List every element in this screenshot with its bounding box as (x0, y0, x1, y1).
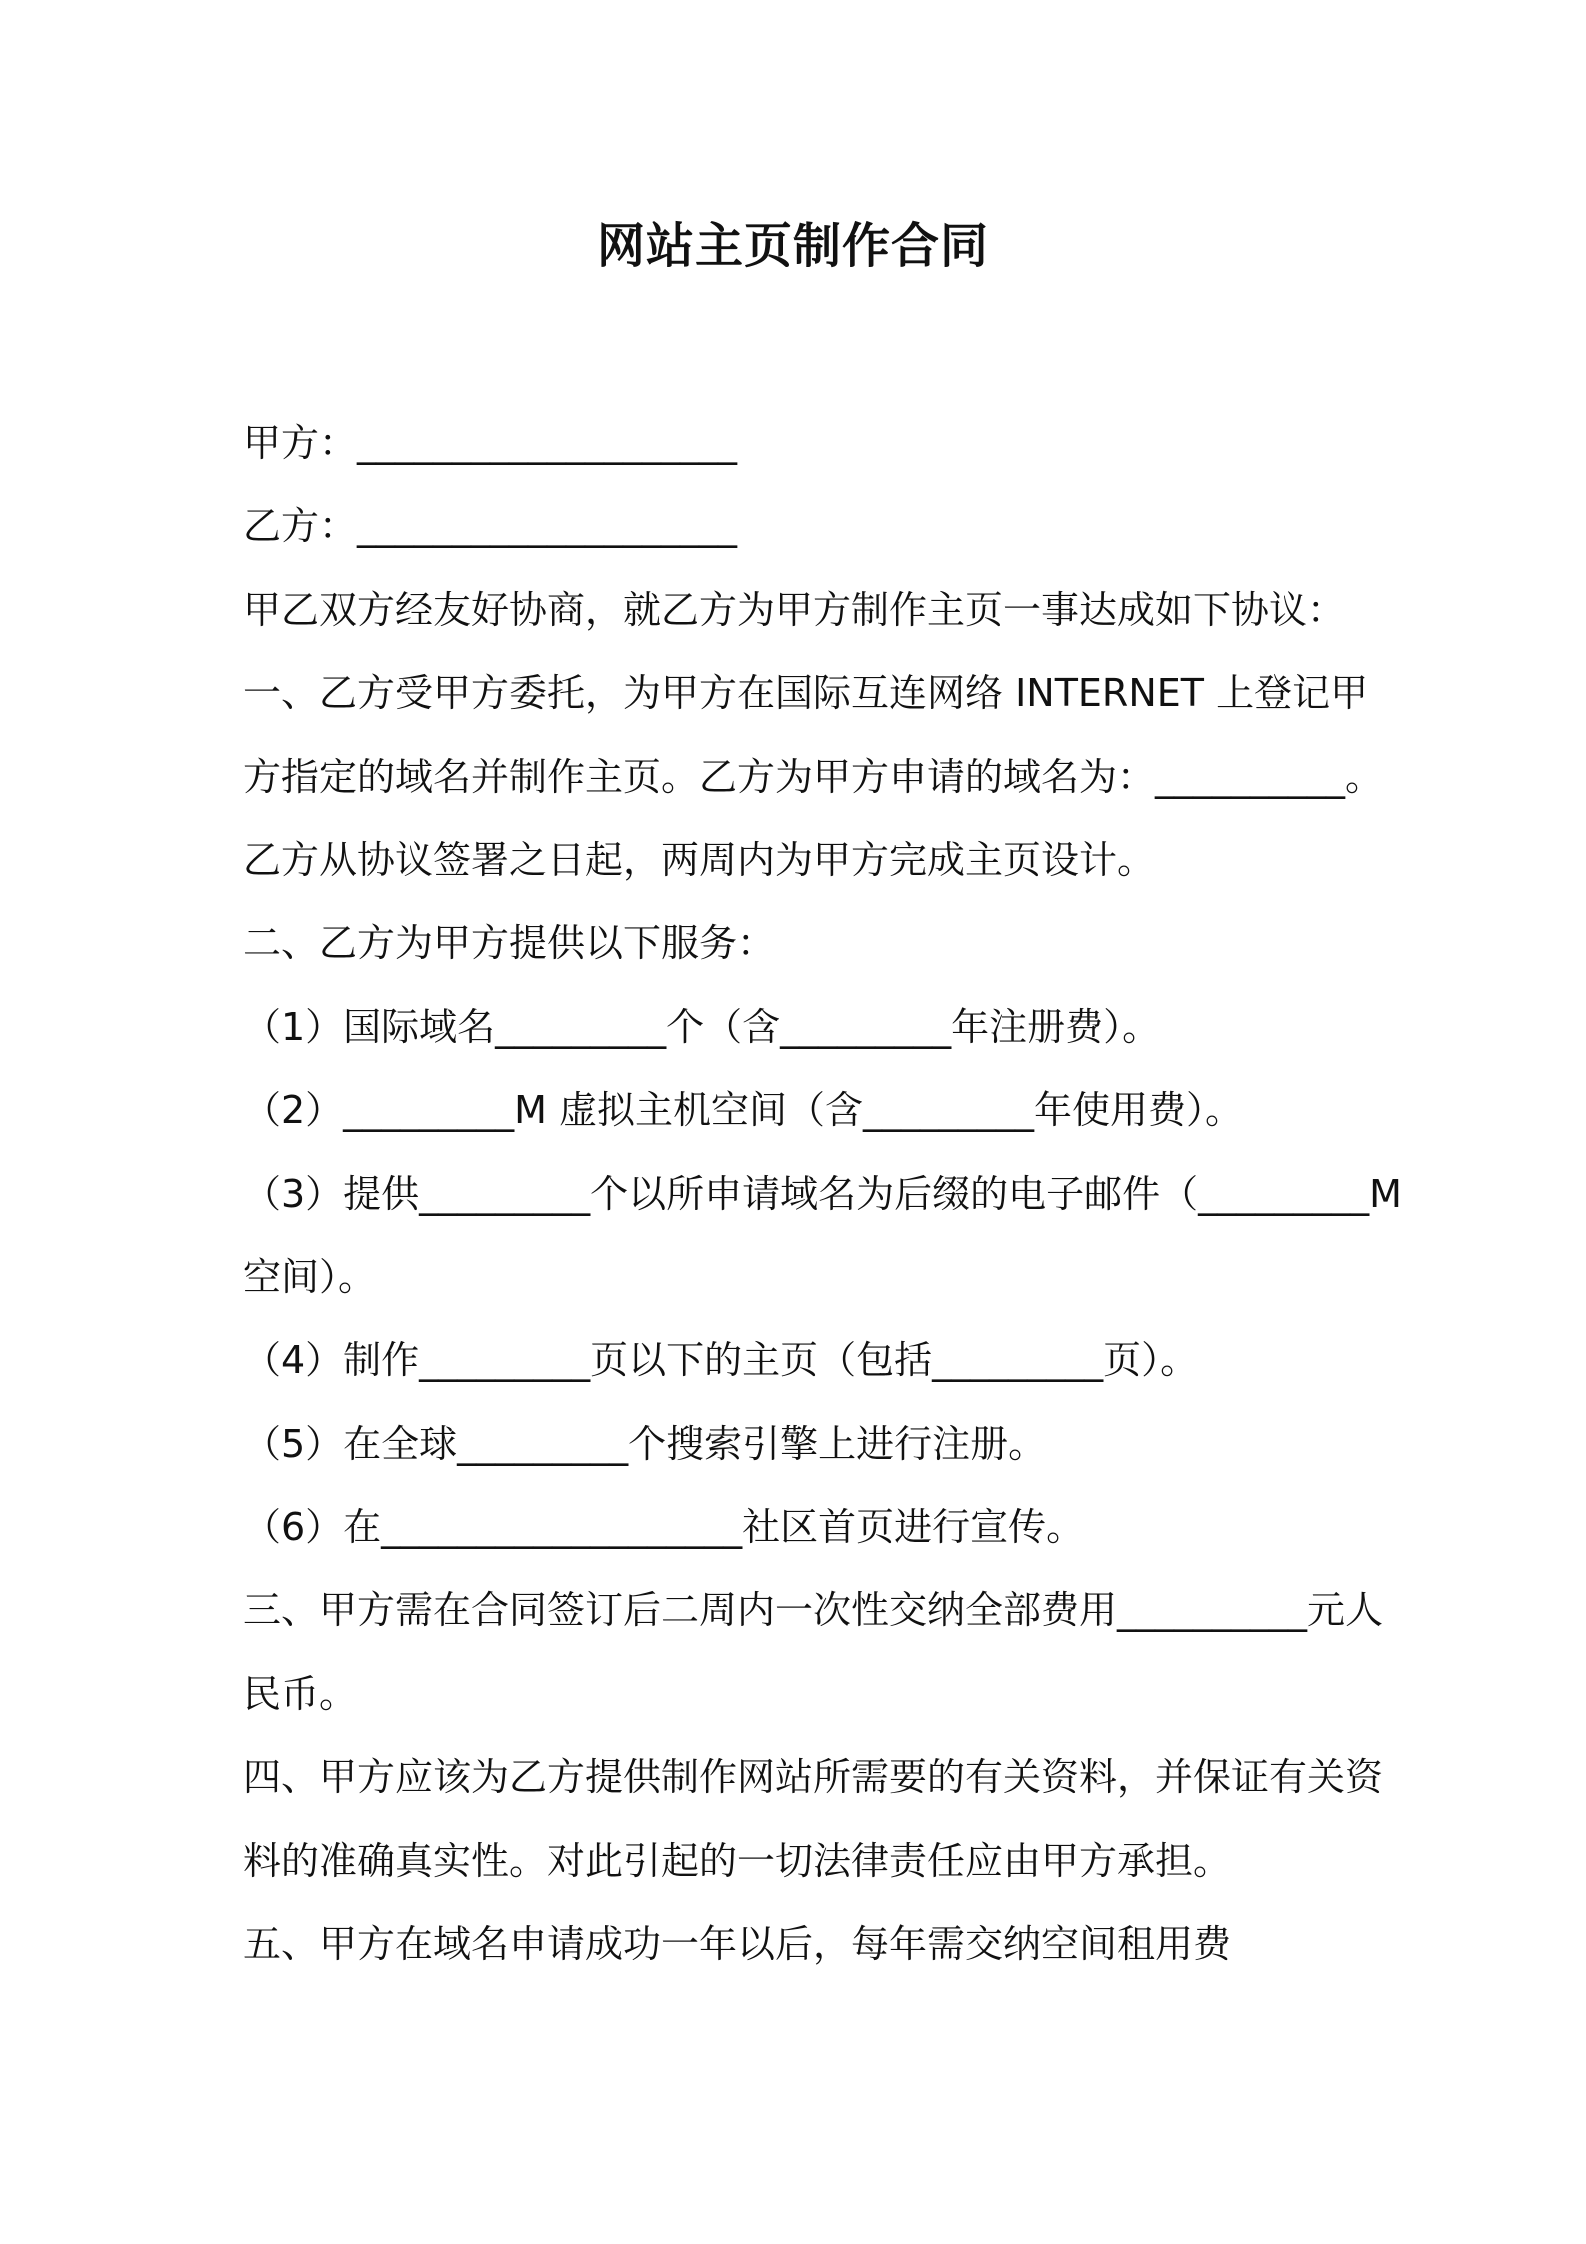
clause-3-line-2: 民币。 (243, 1671, 358, 1716)
clause-5-line-1: 五、甲方在域名申请成功一年以后，每年需交纳空间租用费 (243, 1922, 1232, 1967)
clause-1-line-3: 乙方从协议签署之日起，两周内为甲方完成主页设计。 (243, 837, 1156, 882)
service-item-1: （1）国际域名_________个（含_________年注册费）。 (243, 1004, 1161, 1049)
service-item-3-line-1: （3）提供_________个以所申请域名为后缀的电子邮件（_________M (243, 1171, 1402, 1216)
preamble-line: 甲乙双方经友好协商，就乙方为甲方制作主页一事达成如下协议： (243, 587, 1346, 632)
service-item-5: （5）在全球_________个搜索引擎上进行注册。 (243, 1421, 1047, 1466)
clause-3-line-1: 三、甲方需在合同签订后二周内一次性交纳全部费用__________元人 (243, 1588, 1384, 1633)
clause-1-line-1: 一、乙方受甲方委托，为甲方在国际互连网络 INTERNET 上登记甲 (243, 671, 1369, 716)
service-item-3-line-2: 空间）。 (243, 1254, 377, 1299)
document-body (243, 402, 1402, 1986)
service-item-2: （2）_________M 虚拟主机空间（含_________年使用费）。 (243, 1088, 1244, 1133)
party-a-line: 甲方：____________________ (243, 421, 738, 465)
party-b-line: 乙方：____________________ (243, 504, 738, 549)
clause-4-line-2: 料的准确真实性。对此引起的一切法律责任应由甲方承担。 (243, 1838, 1232, 1883)
document-title: 网站主页制作合同 (596, 218, 989, 274)
clause-2-heading: 二、乙方为甲方提供以下服务： (243, 921, 776, 966)
clause-4-line-1: 四、甲方应该为乙方提供制作网站所需要的有关资料，并保证有关资 (243, 1755, 1384, 1800)
clause-1-line-2: 方指定的域名并制作主页。乙方为甲方申请的域名为：__________。 (243, 754, 1384, 799)
service-item-4: （4）制作_________页以下的主页（包括_________页）。 (243, 1338, 1199, 1383)
service-item-6: （6）在___________________社区首页进行宣传。 (243, 1505, 1085, 1550)
